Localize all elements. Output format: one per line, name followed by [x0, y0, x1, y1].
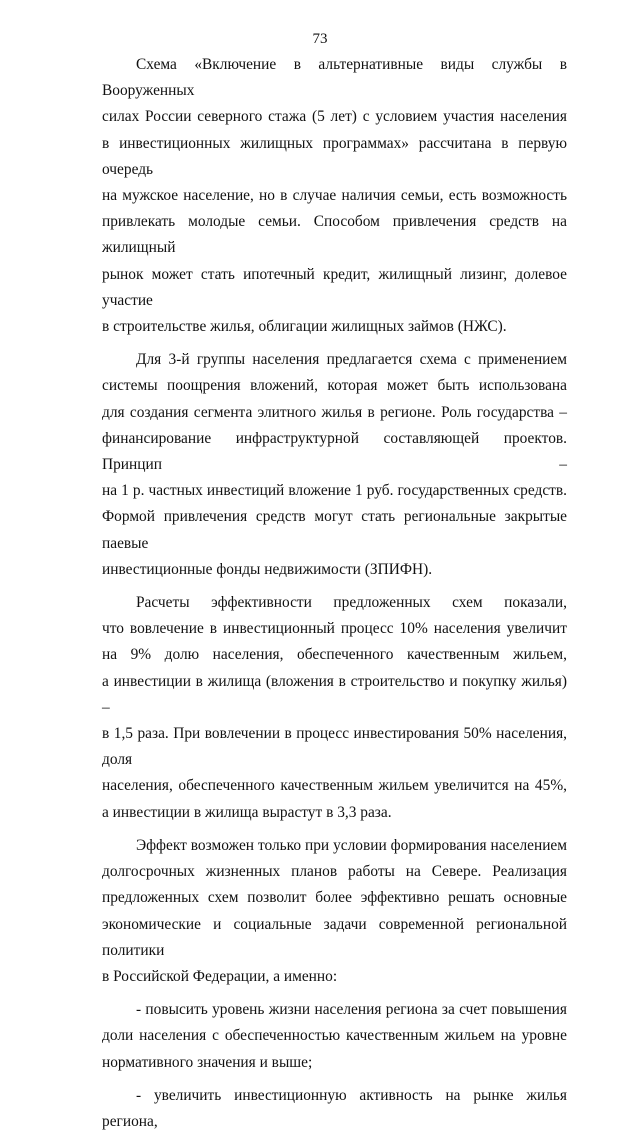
text-line: для создания сегмента элитного жилья в регионе. Роль государства – [102, 403, 567, 421]
text-line: предложенных схем позволит более эффективно решать основные [102, 889, 567, 907]
text-line: инвестиционные фонды недвижимости (ЗПИФН). [102, 560, 433, 578]
text-line: что вовлечение в инвестиционный процесс 10% населения увеличит [102, 620, 567, 638]
text-line: Расчеты эффективности предложенных схем показали, [136, 594, 567, 612]
text-line: привлекать молодые семьи. Способом привлечения средств на жилищный [102, 213, 567, 257]
text-line: Формой привлечения средств могут стать региональные закрытые паевые [102, 508, 567, 552]
text-line: населения, обеспеченного качественным жильем увеличится на 45%, [102, 777, 567, 795]
list-item [102, 1083, 567, 1135]
paragraph [102, 833, 567, 990]
text-line: а инвестиции в жилища (вложения в строительство и покупку жилья) – [102, 672, 567, 716]
list-item [102, 997, 567, 1076]
text-line: в 1,5 раза. При вовлечении в процесс инвестирования 50% населения, доля [102, 725, 567, 769]
text-line: рынок может стать ипотечный кредит, жилищный лизинг, долевое участие [102, 265, 567, 309]
text-line: экономические и социальные задачи современной региональной политики [102, 915, 567, 959]
text-line: доли населения с обеспеченностью качественным жильем на уровне [102, 1027, 567, 1045]
text-line: - повысить уровень жизни населения региона за счет повышения [136, 1001, 567, 1019]
text-line: в инвестиционных жилищных программах» рассчитана в первую очередь [102, 134, 567, 178]
text-line: на 9% долю населения, обеспеченного качественным жильем, [102, 646, 567, 664]
text-line: в строительстве жилья, облигации жилищных займов (НЖС). [102, 318, 507, 336]
text-line: в Российской Федерации, а именно: [102, 967, 338, 985]
paragraph [102, 347, 567, 583]
text-line: силах России северного стажа (5 лет) с условием участия населения [102, 108, 567, 126]
text-line: системы поощрения вложений, которая может быть использована [102, 377, 567, 395]
text-line: Для 3-й группы населения предлагается схема с применением [136, 351, 567, 369]
paragraph [102, 52, 567, 340]
text-line: финансирование инфраструктурной составляющей проектов. Принцип – [102, 429, 567, 474]
paragraph [102, 590, 567, 826]
text-line: - увеличить инвестиционную активность на рынке жилья региона, [102, 1086, 567, 1130]
text-line: Схема «Включение в альтернативные виды службы в Вооруженных [102, 56, 567, 100]
text-line: Эффект возможен только при условии формирования населением [136, 836, 567, 854]
text-line: на мужское население, но в случае наличия семьи, есть возможность [102, 187, 567, 205]
text-line: а инвестиции в жилища вырастут в 3,3 раза. [102, 803, 392, 821]
page-number: 73 [312, 31, 328, 47]
text-line: на 1 р. частных инвестиций вложение 1 руб. государственных средств. [102, 482, 567, 500]
text-line: долгосрочных жизненных планов работы на Севере. Реализация [102, 863, 567, 881]
document-body [102, 52, 567, 1142]
text-line: нормативного значения и выше; [102, 1053, 313, 1071]
